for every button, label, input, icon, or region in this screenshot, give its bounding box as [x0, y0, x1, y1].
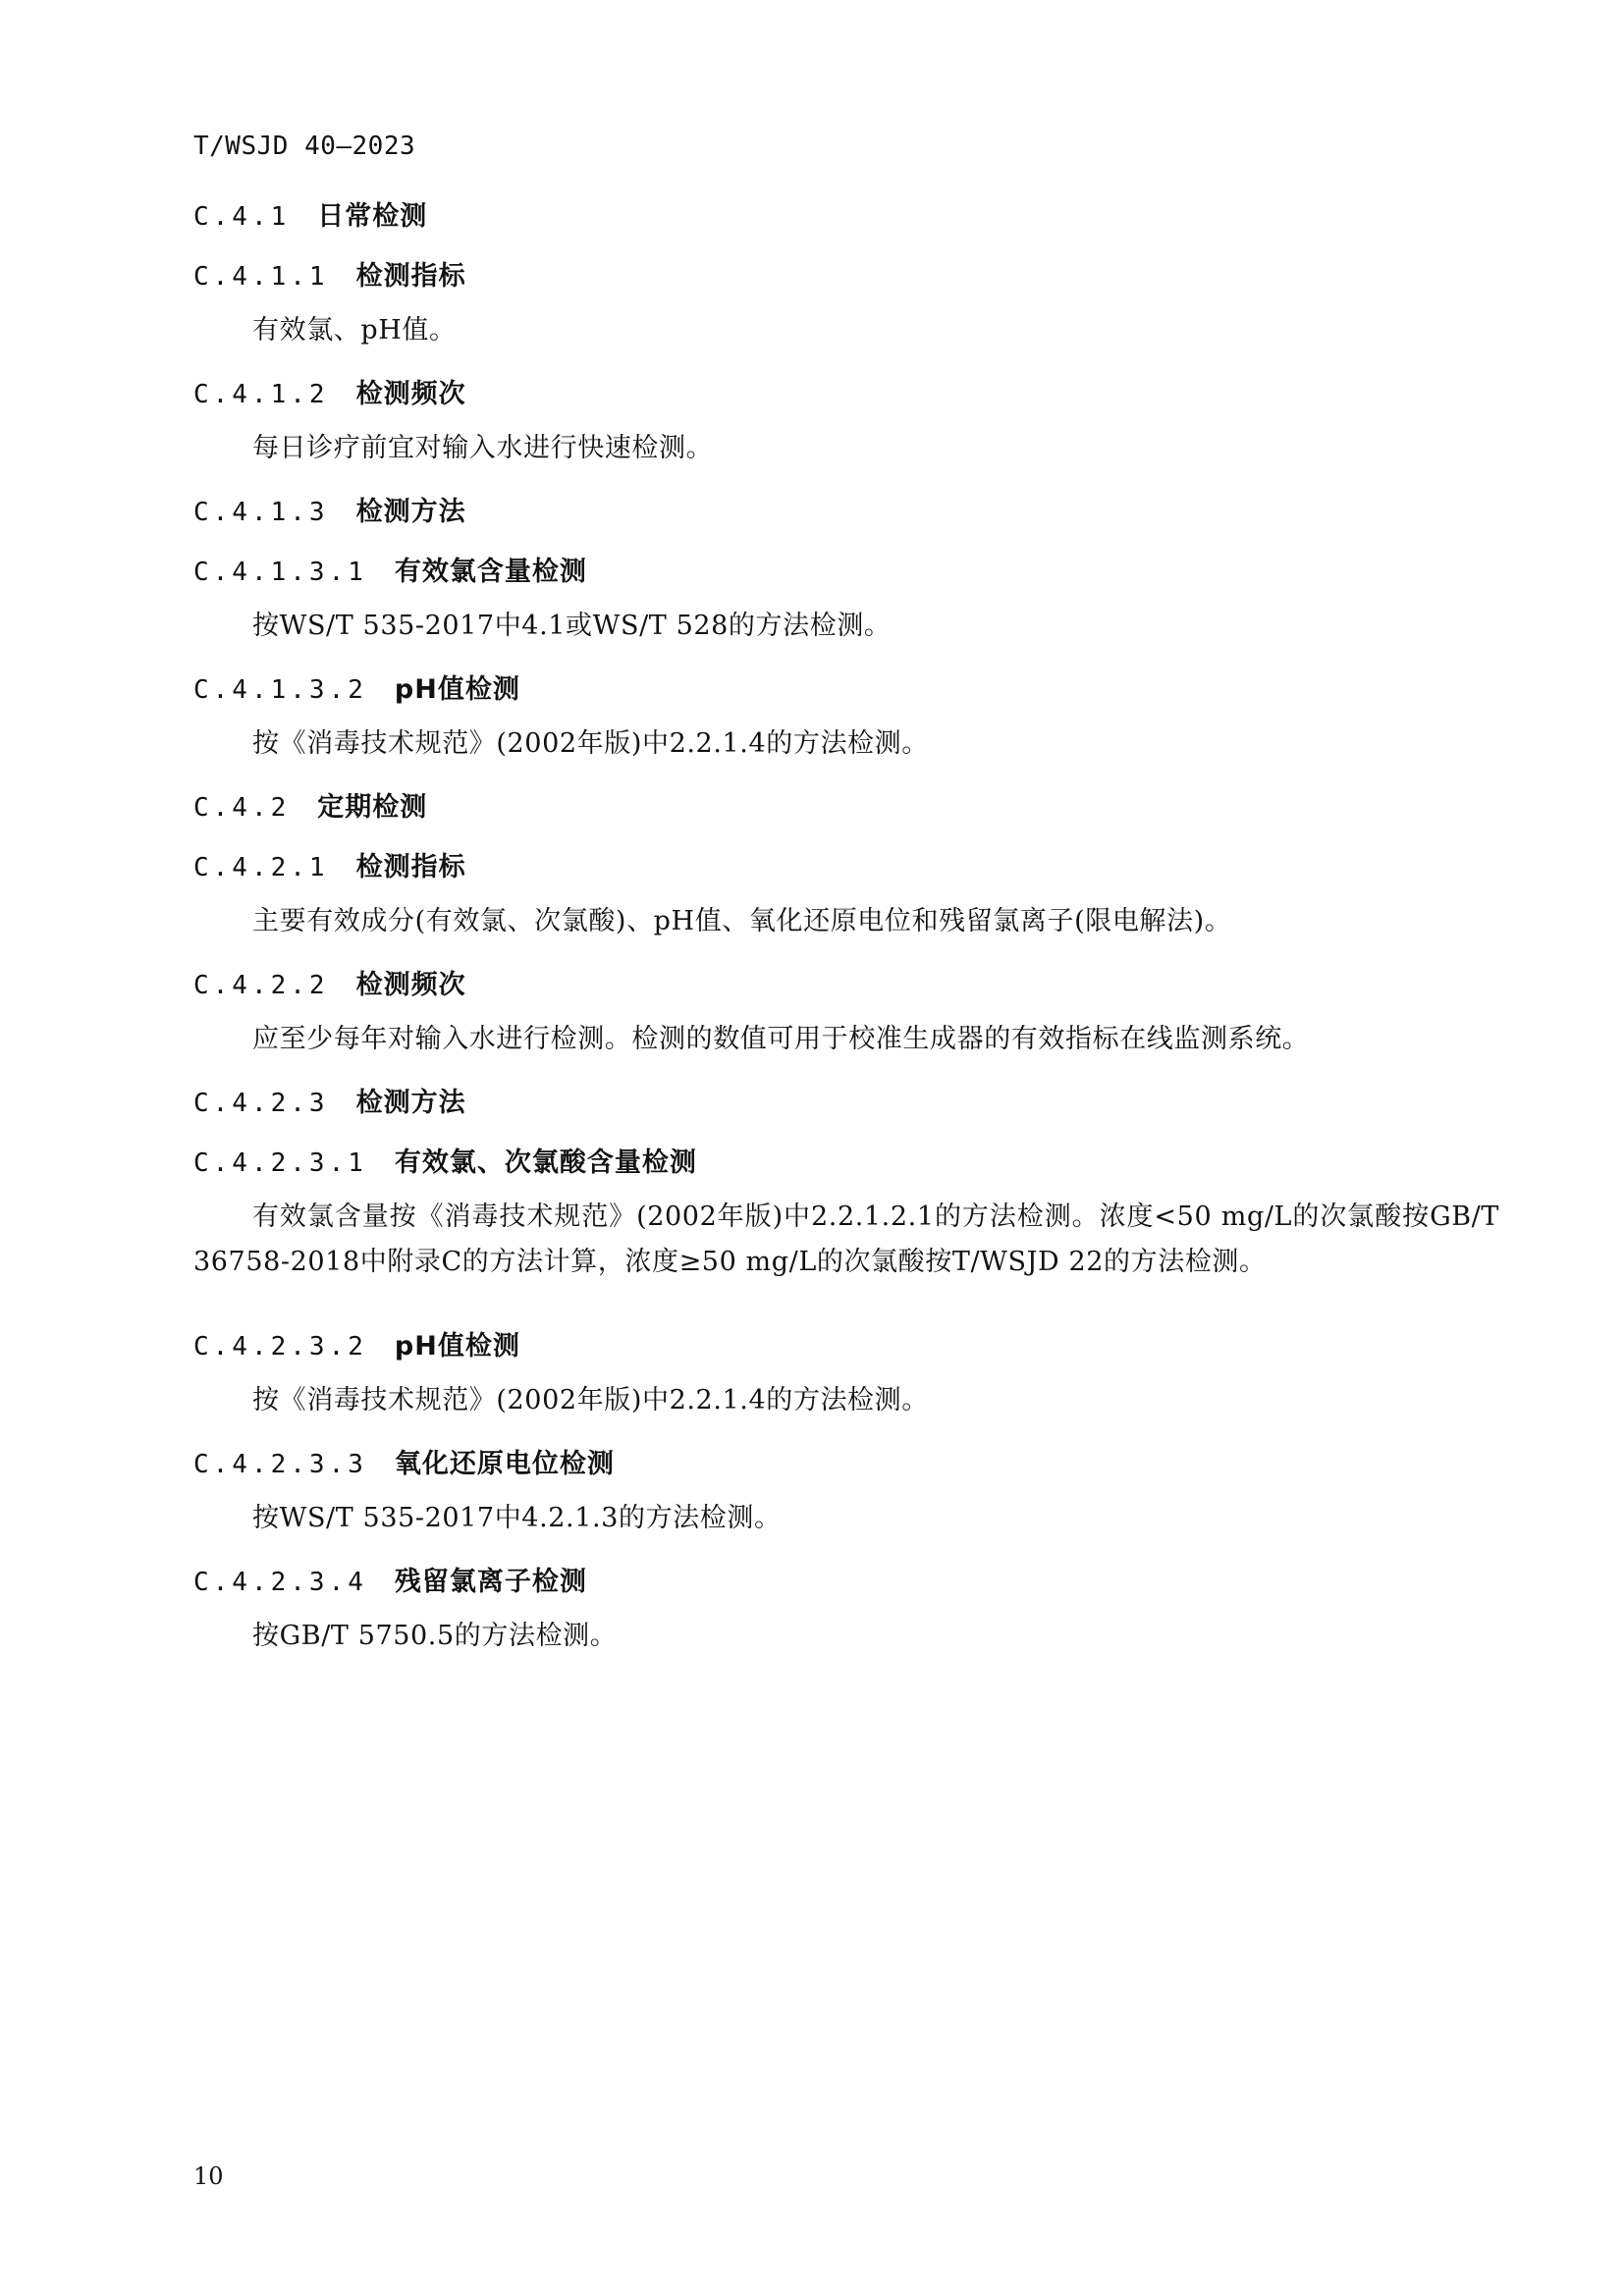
section-title: pH值检测 [394, 1331, 520, 1362]
section-number: C.4.2.3.4 [193, 1568, 367, 1597]
section-title: 检测频次 [355, 970, 466, 1000]
section-number: C.4.2 [193, 793, 291, 823]
section-number: C.4.1.3 [193, 498, 329, 527]
section-number: C.4.2.3.2 [193, 1332, 367, 1362]
section-paragraph: 应至少每年对输入水进行检测。检测的数值可用于校准生成器的有效指标在线监测系统。 [252, 1024, 1310, 1054]
section-paragraph: 按GB/T 5750.5的方法检测。 [252, 1621, 618, 1651]
section-heading-c-4-2-3-2 [193, 1324, 1499, 1360]
standard-code: T/WSJD 40—2023 [193, 132, 416, 161]
section-number: C.4.2.3.3 [193, 1450, 367, 1479]
section-title: 检测指标 [355, 261, 466, 292]
section-number: C.4.1.1 [193, 262, 329, 292]
section-number: C.4.2.3 [193, 1089, 329, 1118]
section-number: C.4.1 [193, 202, 291, 232]
section-heading-c-4-2 [193, 785, 1499, 821]
section-heading-c-4-2-3 [193, 1081, 1499, 1116]
section-heading-c-4-1-3-1 [193, 550, 1499, 585]
section-number: C.4.2.1 [193, 853, 329, 882]
section-paragraph: 按《消毒技术规范》(2002年版)中2.2.1.4的方法检测。 [252, 728, 929, 759]
document-body [193, 194, 1499, 1678]
section-title: pH值检测 [394, 674, 520, 705]
section-paragraph: 每日诊疗前宜对输入水进行快速检测。 [252, 433, 714, 463]
section-title: 残留氯离子检测 [394, 1567, 587, 1597]
section-title: 有效氯、次氯酸含量检测 [394, 1148, 697, 1178]
section-heading-c-4-2-3-3 [193, 1442, 1499, 1477]
section-paragraph: 按《消毒技术规范》(2002年版)中2.2.1.4的方法检测。 [252, 1385, 929, 1415]
section-title: 检测频次 [355, 379, 466, 409]
section-paragraph: 主要有效成分(有效氯、次氯酸)、pH值、氧化还原电位和残留氯离子(限电解法)。 [252, 906, 1232, 936]
section-paragraph: 有效氯、pH值。 [252, 315, 457, 346]
section-paragraph: 按WS/T 535-2017中4.1或WS/T 528的方法检测。 [252, 611, 892, 641]
section-number: C.4.1.3.1 [193, 558, 367, 587]
section-heading-c-4-2-2 [193, 963, 1499, 998]
page-number: 10 [193, 2163, 224, 2190]
section-heading-c-4-1-2 [193, 372, 1499, 407]
section-heading-c-4-1 [193, 194, 1499, 230]
section-paragraph: 有效氯含量按《消毒技术规范》(2002年版)中2.2.1.2.1的方法检测。浓度<50 mg/L的次氯酸按GB/T 36758-2018中附录C的方法计算，浓度≥50 mg/L的次氯酸按T/WSJD 22的方法检测。 [193, 1201, 1499, 1277]
section-number: C.4.1.2 [193, 380, 329, 409]
section-title: 检测方法 [355, 1088, 466, 1118]
section-heading-c-4-1-1 [193, 254, 1499, 290]
section-heading-c-4-2-3-4 [193, 1560, 1499, 1595]
section-title: 有效氯含量检测 [394, 557, 587, 587]
section-title: 检测指标 [355, 852, 466, 882]
section-paragraph: 按WS/T 535-2017中4.2.1.3的方法检测。 [252, 1503, 782, 1533]
section-heading-c-4-2-3-1 [193, 1141, 1499, 1176]
section-title: 氧化还原电位检测 [394, 1449, 615, 1479]
section-heading-c-4-2-1 [193, 845, 1499, 881]
section-number: C.4.1.3.2 [193, 675, 367, 705]
section-title: 定期检测 [317, 792, 428, 823]
section-title: 检测方法 [355, 497, 466, 527]
section-number: C.4.2.2 [193, 971, 329, 1000]
section-title: 日常检测 [317, 201, 428, 232]
section-heading-c-4-1-3 [193, 490, 1499, 525]
section-number: C.4.2.3.1 [193, 1148, 367, 1178]
section-heading-c-4-1-3-2 [193, 667, 1499, 703]
